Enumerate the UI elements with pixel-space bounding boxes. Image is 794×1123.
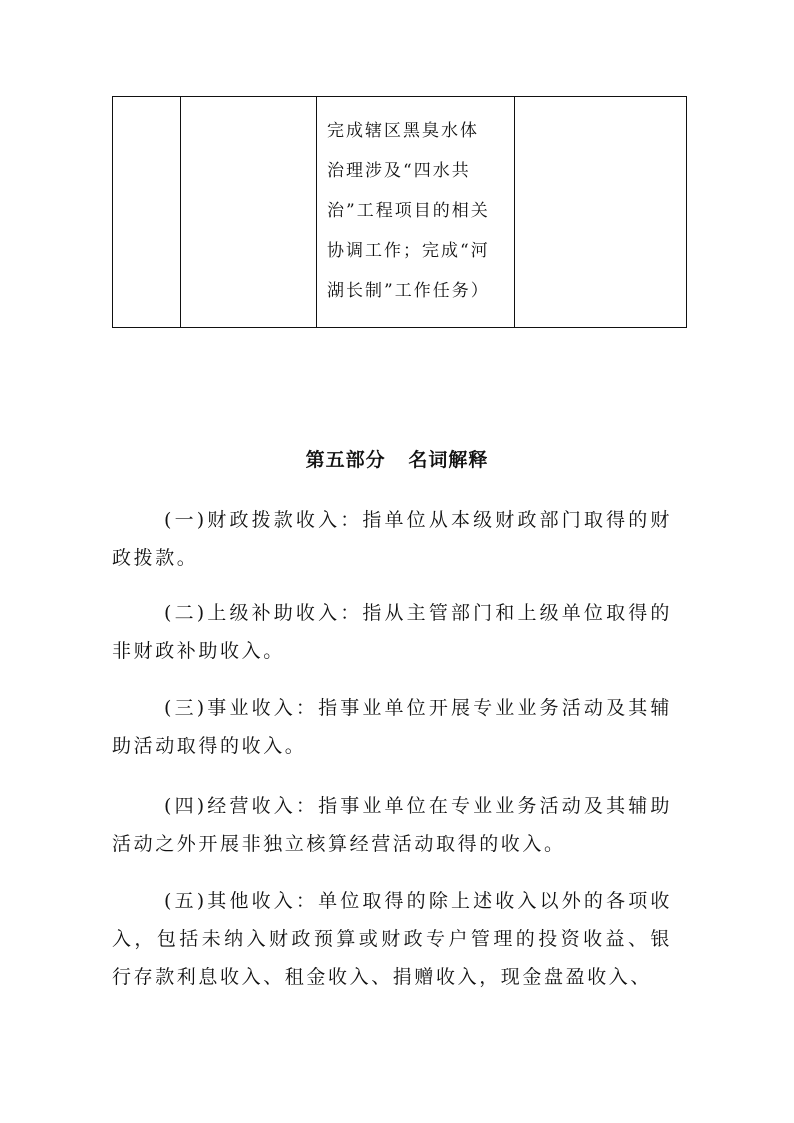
section-title: 第五部分 名词解释	[305, 449, 489, 471]
table-row	[113, 97, 687, 328]
paragraph-superior-subsidy-income: (二)上级补助收入：指从主管部门和上级单位取得的非财政补助收入。	[112, 602, 672, 662]
table-cell-text: 完成辖区黑臭水体治理涉及“四水共治”工程项目的相关协调工作；完成“河湖长制”工作任务）	[327, 121, 490, 301]
continuation-table	[112, 96, 687, 328]
table-cell-4	[515, 97, 687, 328]
table-cell-2	[181, 97, 317, 328]
paragraph-business-income: (三)事业收入：指事业单位开展专业业务活动及其辅助活动取得的收入。	[112, 697, 672, 757]
paragraph-fiscal-appropriation-income: (一)财政拨款收入：指单位从本级财政部门取得的财政拨款。	[112, 509, 672, 569]
paragraph-operating-income: (四)经营收入：指事业单位在专业业务活动及其辅助活动之外开展非独立核算经营活动取得的收入。	[112, 795, 672, 855]
table-cell-3	[317, 97, 515, 328]
table-cell-1	[113, 97, 181, 328]
paragraph-other-income: (五)其他收入：单位取得的除上述收入以外的各项收入，包括未纳入财政预算或财政专户管理的投资收益、银行存款利息收入、租金收入、捐赠收入，现金盘盈收入、	[112, 890, 672, 988]
